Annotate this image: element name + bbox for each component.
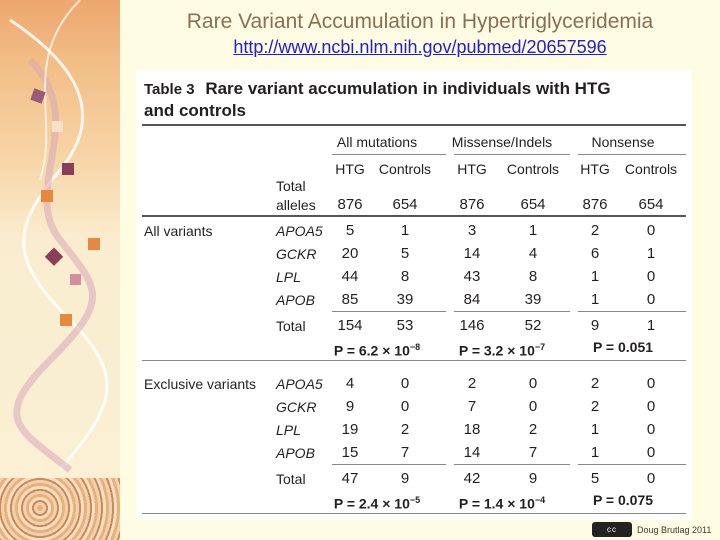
table-cell: 39 bbox=[396, 291, 414, 308]
p-value-exponent: −5 bbox=[409, 495, 421, 505]
table-cell: 20 bbox=[341, 245, 359, 262]
total-cell: 9 bbox=[400, 470, 410, 487]
table-cell: 5 bbox=[345, 222, 355, 239]
table-cell: 39 bbox=[524, 291, 542, 308]
column-header: Controls bbox=[506, 161, 560, 177]
total-label: Total bbox=[276, 318, 306, 334]
p-value-text: P = 0.051 bbox=[592, 339, 654, 355]
table-cell: 0 bbox=[646, 222, 656, 239]
total-cell: 9 bbox=[590, 317, 600, 334]
column-header: HTG bbox=[580, 161, 610, 177]
table-cell: 19 bbox=[341, 421, 359, 438]
section-label: All variants bbox=[144, 223, 213, 239]
total-cell: 1 bbox=[646, 317, 656, 334]
total-cell: 42 bbox=[463, 470, 481, 487]
caption-text-2: and controls bbox=[144, 101, 247, 120]
table-cell: 1 bbox=[528, 222, 538, 239]
gene-name: APOB bbox=[276, 445, 315, 461]
table-cell: 43 bbox=[463, 268, 481, 285]
table-cell: 2 bbox=[467, 375, 477, 392]
group-header: Missense/Indels bbox=[451, 134, 553, 150]
decorative-sidebar bbox=[0, 0, 120, 540]
table-cell: 14 bbox=[463, 444, 481, 461]
table-cell: 14 bbox=[463, 245, 481, 262]
creative-commons-icon: cc bbox=[592, 522, 632, 537]
gene-name: APOA5 bbox=[276, 223, 323, 239]
header-bottom-rule bbox=[142, 215, 686, 217]
group-header: Nonsense bbox=[591, 134, 655, 150]
slide-title: Rare Variant Accumulation in Hypertriglyceridemia bbox=[186, 10, 654, 33]
total-alleles-label: Total bbox=[276, 178, 306, 194]
group-header: All mutations bbox=[336, 134, 418, 150]
table-cell: 2 bbox=[590, 398, 600, 415]
table-cell: 0 bbox=[646, 291, 656, 308]
total-separator bbox=[578, 311, 686, 312]
total-separator bbox=[578, 464, 686, 465]
table-cell: 4 bbox=[345, 375, 355, 392]
gene-name: GCKR bbox=[276, 399, 317, 415]
total-alleles-value: 654 bbox=[392, 196, 418, 213]
table-cell: 6 bbox=[590, 245, 600, 262]
table-cell: 0 bbox=[646, 398, 656, 415]
table-cell: 8 bbox=[400, 268, 410, 285]
group-underline bbox=[454, 154, 570, 155]
total-separator bbox=[332, 464, 446, 465]
p-value bbox=[561, 492, 685, 508]
column-header: Controls bbox=[624, 161, 678, 177]
table-cell: 0 bbox=[646, 444, 656, 461]
table-cell: 18 bbox=[463, 421, 481, 438]
p-value-text: P = 6.2 × 10 bbox=[333, 342, 410, 359]
table-cell: 1 bbox=[590, 291, 600, 308]
table-cell: 5 bbox=[400, 245, 410, 262]
table-cell: 2 bbox=[590, 375, 600, 392]
p-value-text: P = 1.4 × 10 bbox=[458, 495, 535, 512]
p-value bbox=[561, 339, 685, 355]
total-cell: 146 bbox=[459, 317, 485, 334]
total-separator bbox=[332, 311, 446, 312]
table-cell: 7 bbox=[400, 444, 410, 461]
table-cell: 85 bbox=[341, 291, 359, 308]
total-cell: 9 bbox=[528, 470, 538, 487]
total-cell: 52 bbox=[524, 317, 542, 334]
table-cell: 0 bbox=[646, 268, 656, 285]
table-top-rule bbox=[142, 124, 686, 126]
table-cell: 0 bbox=[528, 375, 538, 392]
table-cell: 0 bbox=[646, 421, 656, 438]
table-cell: 4 bbox=[528, 245, 538, 262]
p-value bbox=[315, 339, 439, 359]
footer bbox=[592, 522, 711, 537]
table-cell: 9 bbox=[345, 398, 355, 415]
p-value-text: P = 2.4 × 10 bbox=[333, 495, 410, 512]
section-label: Exclusive variants bbox=[144, 376, 257, 392]
column-header: HTG bbox=[335, 161, 365, 177]
table-cell: 1 bbox=[590, 444, 600, 461]
gene-name: APOA5 bbox=[276, 376, 323, 392]
table-cell: 84 bbox=[463, 291, 481, 308]
p-value-exponent: −8 bbox=[409, 342, 421, 352]
total-alleles-value: 876 bbox=[337, 196, 363, 213]
total-alleles-label: alleles bbox=[276, 197, 316, 213]
table-cell: 2 bbox=[400, 421, 410, 438]
table-number: Table 3 bbox=[144, 81, 195, 98]
sidebar-texture bbox=[0, 478, 120, 540]
gene-name: GCKR bbox=[276, 246, 317, 262]
table-cell: 0 bbox=[528, 398, 538, 415]
table-caption bbox=[144, 78, 611, 121]
table-cell: 15 bbox=[341, 444, 359, 461]
p-value-exponent: −7 bbox=[534, 342, 546, 352]
table-cell: 7 bbox=[467, 398, 477, 415]
total-separator bbox=[454, 464, 570, 465]
total-cell: 154 bbox=[337, 317, 363, 334]
total-alleles-value: 876 bbox=[459, 196, 485, 213]
pubmed-link[interactable]: http://www.ncbi.nlm.nih.gov/pubmed/20657596 bbox=[233, 37, 607, 57]
dna-helix-decoration bbox=[0, 0, 120, 480]
p-value-text: P = 3.2 × 10 bbox=[458, 342, 535, 359]
table-cell: 1 bbox=[590, 268, 600, 285]
table-cell: 2 bbox=[590, 222, 600, 239]
table-cell: 0 bbox=[400, 375, 410, 392]
table-cell: 0 bbox=[646, 375, 656, 392]
total-alleles-value: 876 bbox=[582, 196, 608, 213]
total-cell: 0 bbox=[646, 470, 656, 487]
gene-name: LPL bbox=[276, 422, 301, 438]
p-value-exponent: −4 bbox=[534, 495, 546, 505]
table-cell: 3 bbox=[467, 222, 477, 239]
p-value-text: P = 0.075 bbox=[592, 492, 654, 508]
total-alleles-value: 654 bbox=[638, 196, 664, 213]
total-cell: 53 bbox=[396, 317, 414, 334]
column-header: HTG bbox=[457, 161, 487, 177]
table-cell: 0 bbox=[400, 398, 410, 415]
total-cell: 47 bbox=[341, 470, 359, 487]
table-cell: 1 bbox=[400, 222, 410, 239]
gene-name: LPL bbox=[276, 269, 301, 285]
caption-text-1: Rare variant accumulation in individuals with HTG bbox=[205, 79, 611, 98]
total-alleles-value: 654 bbox=[520, 196, 546, 213]
table-cell: 1 bbox=[646, 245, 656, 262]
table-cell: 1 bbox=[590, 421, 600, 438]
column-header: Controls bbox=[378, 161, 432, 177]
p-value bbox=[315, 492, 439, 512]
author-credit: Doug Brutlag 2011 bbox=[637, 524, 712, 535]
total-label: Total bbox=[276, 471, 306, 487]
section-bottom-rule bbox=[142, 360, 686, 361]
total-separator bbox=[454, 311, 570, 312]
section-bottom-rule bbox=[142, 513, 686, 514]
table-cell: 8 bbox=[528, 268, 538, 285]
table-cell: 7 bbox=[528, 444, 538, 461]
slide-header bbox=[130, 10, 710, 58]
p-value bbox=[440, 492, 564, 512]
group-underline bbox=[332, 154, 446, 155]
total-cell: 5 bbox=[590, 470, 600, 487]
table-cell: 2 bbox=[528, 421, 538, 438]
p-value bbox=[440, 339, 564, 359]
table-cell: 44 bbox=[341, 268, 359, 285]
gene-name: APOB bbox=[276, 292, 315, 308]
results-table bbox=[136, 70, 692, 520]
group-underline bbox=[578, 154, 686, 155]
